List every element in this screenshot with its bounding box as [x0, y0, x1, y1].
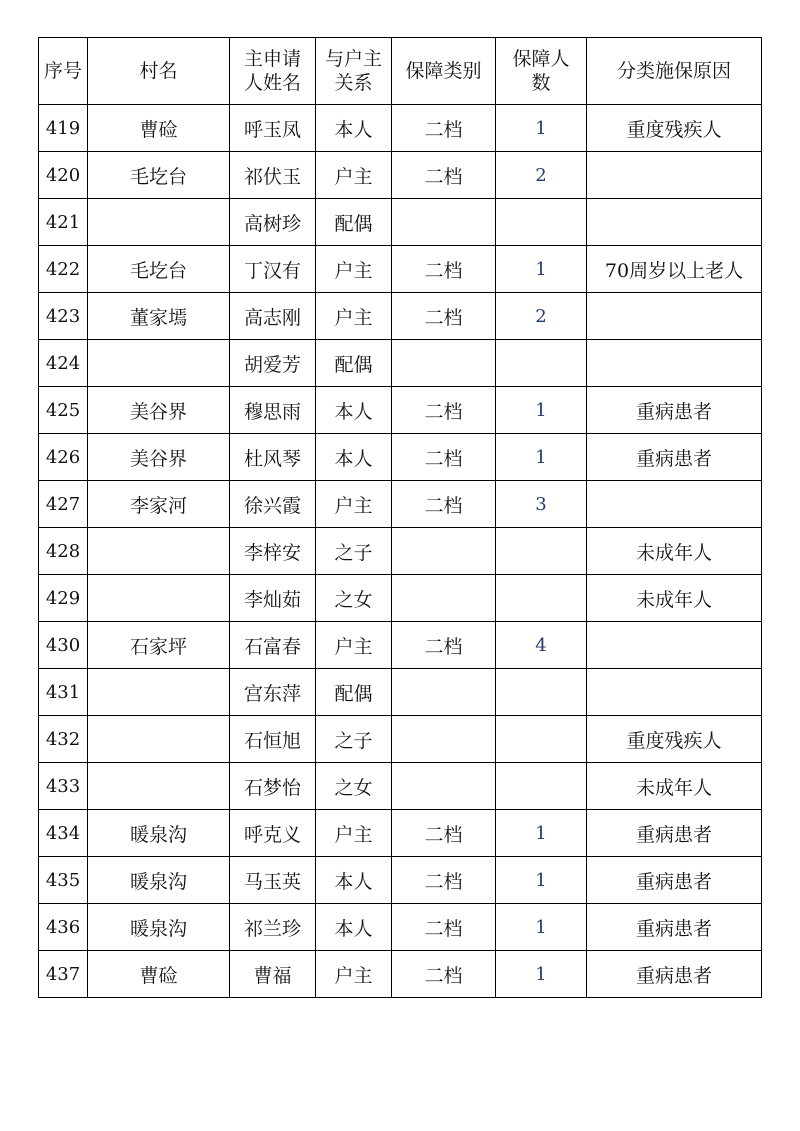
- cell-category: 二档: [392, 810, 496, 857]
- cell-relation: 之子: [316, 528, 392, 575]
- cell-reason: 重病患者: [587, 904, 762, 951]
- cell-category: [392, 716, 496, 763]
- cell-applicant-name: 曹福: [230, 951, 316, 998]
- cell-village-name: 董家墕: [88, 293, 230, 340]
- table-row: [39, 105, 762, 152]
- table-row: [39, 387, 762, 434]
- cell-village-name: [88, 199, 230, 246]
- cell-category: 二档: [392, 434, 496, 481]
- cell-reason: 重度残疾人: [587, 105, 762, 152]
- table-row: [39, 246, 762, 293]
- cell-village-name: 暖泉沟: [88, 810, 230, 857]
- assistance-table: [38, 37, 762, 998]
- cell-relation: 本人: [316, 434, 392, 481]
- cell-reason: 未成年人: [587, 528, 762, 575]
- cell-reason: 重病患者: [587, 434, 762, 481]
- cell-serial-number: 421: [39, 199, 88, 246]
- cell-village-name: 美谷界: [88, 434, 230, 481]
- table-row: [39, 481, 762, 528]
- table-row: [39, 340, 762, 387]
- cell-assisted-count: 1: [496, 387, 587, 434]
- cell-serial-number: 426: [39, 434, 88, 481]
- cell-assisted-count: 1: [496, 434, 587, 481]
- cell-applicant-name: 徐兴霞: [230, 481, 316, 528]
- cell-serial-number: 434: [39, 810, 88, 857]
- cell-category: 二档: [392, 387, 496, 434]
- cell-reason: [587, 622, 762, 669]
- cell-applicant-name: 高志刚: [230, 293, 316, 340]
- cell-assisted-count: 1: [496, 904, 587, 951]
- cell-category: 二档: [392, 105, 496, 152]
- cell-applicant-name: 祁伏玉: [230, 152, 316, 199]
- table-row: [39, 951, 762, 998]
- cell-applicant-name: 李梓安: [230, 528, 316, 575]
- cell-village-name: [88, 575, 230, 622]
- cell-assisted-count: 4: [496, 622, 587, 669]
- cell-serial-number: 419: [39, 105, 88, 152]
- cell-reason: [587, 293, 762, 340]
- cell-reason: 未成年人: [587, 575, 762, 622]
- cell-village-name: 毛圪台: [88, 152, 230, 199]
- table-header-row: [39, 38, 762, 105]
- cell-assisted-count: [496, 763, 587, 810]
- cell-serial-number: 422: [39, 246, 88, 293]
- cell-applicant-name: 呼克义: [230, 810, 316, 857]
- header-assisted-count: 保障人 数: [496, 38, 587, 105]
- cell-category: 二档: [392, 951, 496, 998]
- cell-village-name: [88, 669, 230, 716]
- cell-serial-number: 431: [39, 669, 88, 716]
- cell-assisted-count: 1: [496, 857, 587, 904]
- cell-serial-number: 429: [39, 575, 88, 622]
- cell-reason: 70周岁以上老人: [587, 246, 762, 293]
- cell-assisted-count: 2: [496, 152, 587, 199]
- cell-relation: 之女: [316, 763, 392, 810]
- cell-village-name: 石家坪: [88, 622, 230, 669]
- table-row: [39, 199, 762, 246]
- table-row: [39, 716, 762, 763]
- cell-category: 二档: [392, 293, 496, 340]
- cell-applicant-name: 胡爱芳: [230, 340, 316, 387]
- cell-applicant-name: 宫东萍: [230, 669, 316, 716]
- table-row: [39, 810, 762, 857]
- cell-village-name: [88, 716, 230, 763]
- cell-serial-number: 433: [39, 763, 88, 810]
- cell-category: 二档: [392, 481, 496, 528]
- cell-relation: 户主: [316, 152, 392, 199]
- cell-reason: 重病患者: [587, 951, 762, 998]
- cell-category: [392, 575, 496, 622]
- cell-category: [392, 199, 496, 246]
- cell-reason: 重病患者: [587, 810, 762, 857]
- cell-village-name: 毛圪台: [88, 246, 230, 293]
- header-applicant-name: 主申请 人姓名: [230, 38, 316, 105]
- cell-relation: 之子: [316, 716, 392, 763]
- cell-category: [392, 528, 496, 575]
- cell-relation: 之女: [316, 575, 392, 622]
- cell-serial-number: 424: [39, 340, 88, 387]
- cell-applicant-name: 石富春: [230, 622, 316, 669]
- table-row: [39, 528, 762, 575]
- table-row: [39, 152, 762, 199]
- cell-relation: 配偶: [316, 340, 392, 387]
- cell-relation: 户主: [316, 246, 392, 293]
- cell-serial-number: 436: [39, 904, 88, 951]
- cell-serial-number: 432: [39, 716, 88, 763]
- cell-assisted-count: [496, 199, 587, 246]
- table-row: [39, 293, 762, 340]
- cell-applicant-name: 丁汉有: [230, 246, 316, 293]
- table-row: [39, 622, 762, 669]
- cell-applicant-name: 祁兰珍: [230, 904, 316, 951]
- cell-category: 二档: [392, 246, 496, 293]
- cell-relation: 户主: [316, 622, 392, 669]
- cell-reason: [587, 481, 762, 528]
- cell-village-name: [88, 763, 230, 810]
- cell-assisted-count: 2: [496, 293, 587, 340]
- cell-serial-number: 423: [39, 293, 88, 340]
- cell-category: 二档: [392, 622, 496, 669]
- document-page: [38, 37, 761, 998]
- cell-relation: 配偶: [316, 669, 392, 716]
- table-row: [39, 857, 762, 904]
- cell-serial-number: 420: [39, 152, 88, 199]
- cell-assisted-count: [496, 669, 587, 716]
- cell-serial-number: 425: [39, 387, 88, 434]
- cell-applicant-name: 呼玉凤: [230, 105, 316, 152]
- cell-applicant-name: 石梦怡: [230, 763, 316, 810]
- cell-serial-number: 427: [39, 481, 88, 528]
- cell-applicant-name: 穆思雨: [230, 387, 316, 434]
- table-row: [39, 669, 762, 716]
- cell-category: [392, 669, 496, 716]
- table-row: [39, 434, 762, 481]
- cell-reason: 重病患者: [587, 857, 762, 904]
- cell-reason: [587, 199, 762, 246]
- cell-reason: [587, 669, 762, 716]
- cell-assisted-count: 1: [496, 951, 587, 998]
- header-assistance-category: 保障类别: [392, 38, 496, 105]
- cell-relation: 本人: [316, 105, 392, 152]
- cell-village-name: 美谷界: [88, 387, 230, 434]
- cell-village-name: 曹硷: [88, 105, 230, 152]
- cell-serial-number: 437: [39, 951, 88, 998]
- cell-applicant-name: 高树珍: [230, 199, 316, 246]
- cell-assisted-count: 3: [496, 481, 587, 528]
- cell-relation: 本人: [316, 904, 392, 951]
- cell-assisted-count: 1: [496, 246, 587, 293]
- header-serial-number: 序号: [39, 38, 88, 105]
- cell-applicant-name: 杜风琴: [230, 434, 316, 481]
- cell-assisted-count: [496, 716, 587, 763]
- cell-relation: 本人: [316, 387, 392, 434]
- cell-village-name: 暖泉沟: [88, 904, 230, 951]
- cell-category: 二档: [392, 857, 496, 904]
- cell-category: 二档: [392, 152, 496, 199]
- cell-relation: 户主: [316, 293, 392, 340]
- cell-assisted-count: 1: [496, 105, 587, 152]
- cell-relation: 户主: [316, 810, 392, 857]
- cell-applicant-name: 李灿茹: [230, 575, 316, 622]
- cell-village-name: 曹硷: [88, 951, 230, 998]
- cell-serial-number: 435: [39, 857, 88, 904]
- cell-applicant-name: 马玉英: [230, 857, 316, 904]
- cell-reason: 重病患者: [587, 387, 762, 434]
- cell-serial-number: 430: [39, 622, 88, 669]
- cell-category: [392, 763, 496, 810]
- cell-assisted-count: [496, 528, 587, 575]
- header-classification-reason: 分类施保原因: [587, 38, 762, 105]
- cell-serial-number: 428: [39, 528, 88, 575]
- cell-applicant-name: 石恒旭: [230, 716, 316, 763]
- cell-village-name: [88, 340, 230, 387]
- cell-assisted-count: [496, 575, 587, 622]
- header-village-name: 村名: [88, 38, 230, 105]
- table-row: [39, 904, 762, 951]
- cell-category: [392, 340, 496, 387]
- header-relation-to-head: 与户主 关系: [316, 38, 392, 105]
- table-row: [39, 575, 762, 622]
- cell-village-name: 暖泉沟: [88, 857, 230, 904]
- cell-category: 二档: [392, 904, 496, 951]
- cell-village-name: [88, 528, 230, 575]
- cell-assisted-count: [496, 340, 587, 387]
- table-body: [39, 105, 762, 998]
- cell-relation: 配偶: [316, 199, 392, 246]
- cell-assisted-count: 1: [496, 810, 587, 857]
- cell-relation: 户主: [316, 951, 392, 998]
- cell-reason: [587, 340, 762, 387]
- cell-village-name: 李家河: [88, 481, 230, 528]
- cell-reason: [587, 152, 762, 199]
- table-row: [39, 763, 762, 810]
- cell-reason: 重度残疾人: [587, 716, 762, 763]
- cell-relation: 户主: [316, 481, 392, 528]
- cell-reason: 未成年人: [587, 763, 762, 810]
- cell-relation: 本人: [316, 857, 392, 904]
